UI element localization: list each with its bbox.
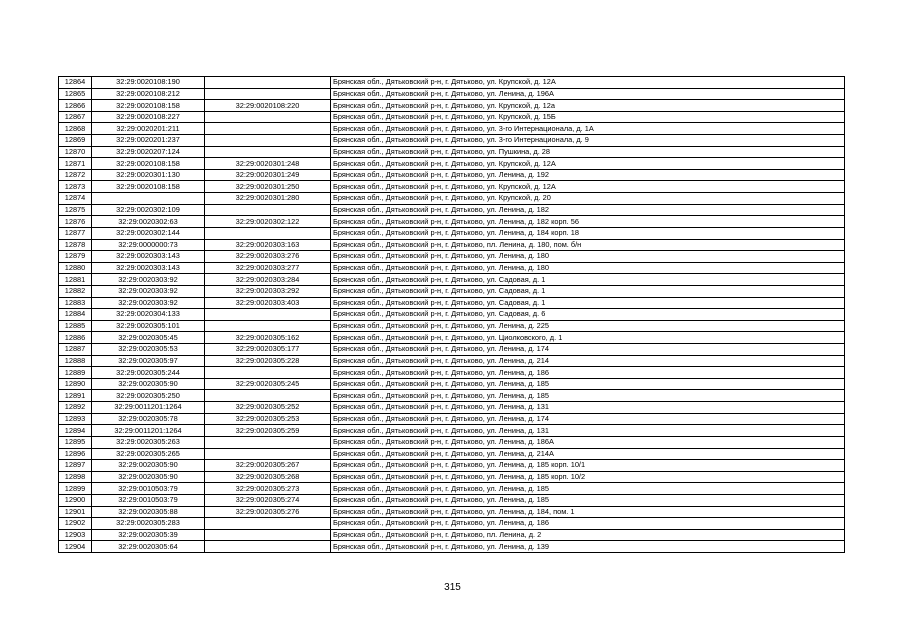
table-row (59, 251, 845, 263)
table-row (59, 239, 845, 251)
cadastral-number-cell: 32:29:0020305:283 (92, 518, 205, 530)
related-cadastral-number-cell (205, 123, 331, 135)
row-number-cell: 12881 (59, 274, 92, 286)
table-row (59, 227, 845, 239)
row-number-cell: 12879 (59, 251, 92, 263)
address-cell: Брянская обл., Дятьковский р-н, г. Дятьково, ул. Садовая, д. 1 (331, 274, 845, 286)
row-number-cell: 12884 (59, 309, 92, 321)
related-cadastral-number-cell (205, 88, 331, 100)
row-number-cell: 12868 (59, 123, 92, 135)
row-number-cell: 12896 (59, 448, 92, 460)
row-number-cell: 12894 (59, 425, 92, 437)
related-cadastral-number-cell (205, 518, 331, 530)
row-number-cell: 12897 (59, 460, 92, 472)
address-cell: Брянская обл., Дятьковский р-н, г. Дятьково, ул. Ленина, д. 131 (331, 425, 845, 437)
row-number-cell: 12898 (59, 471, 92, 483)
related-cadastral-number-cell: 32:29:0020305:228 (205, 355, 331, 367)
row-number-cell: 12880 (59, 262, 92, 274)
table-row (59, 169, 845, 181)
cadastral-number-cell: 32:29:0020305:78 (92, 413, 205, 425)
related-cadastral-number-cell (205, 309, 331, 321)
table-row (59, 436, 845, 448)
row-number-cell: 12903 (59, 529, 92, 541)
address-cell: Брянская обл., Дятьковский р-н, г. Дятьково, ул. Ленина, д. 214 (331, 355, 845, 367)
row-number-cell: 12872 (59, 169, 92, 181)
address-cell: Брянская обл., Дятьковский р-н, г. Дятьково, ул. Крупской, д. 15Б (331, 111, 845, 123)
row-number-cell: 12882 (59, 285, 92, 297)
address-cell: Брянская обл., Дятьковский р-н, г. Дятьково, пл. Ленина, д. 2 (331, 529, 845, 541)
address-cell: Брянская обл., Дятьковский р-н, г. Дятьково, ул. Крупской, д. 12А (331, 77, 845, 89)
related-cadastral-number-cell: 32:29:0020305:259 (205, 425, 331, 437)
row-number-cell: 12901 (59, 506, 92, 518)
table-row (59, 274, 845, 286)
row-number-cell: 12885 (59, 320, 92, 332)
cadastral-number-cell: 32:29:0020302:109 (92, 204, 205, 216)
related-cadastral-number-cell (205, 367, 331, 379)
address-cell: Брянская обл., Дятьковский р-н, г. Дятьково, ул. Ленина, д. 174 (331, 413, 845, 425)
table-row (59, 378, 845, 390)
related-cadastral-number-cell: 32:29:0020303:292 (205, 285, 331, 297)
related-cadastral-number-cell: 32:29:0020305:268 (205, 471, 331, 483)
cadastral-table (58, 76, 845, 553)
row-number-cell: 12864 (59, 77, 92, 89)
address-cell: Брянская обл., Дятьковский р-н, г. Дятьково, ул. Пушкина, д. 28 (331, 146, 845, 158)
related-cadastral-number-cell: 32:29:0020301:280 (205, 193, 331, 205)
row-number-cell: 12866 (59, 100, 92, 112)
cadastral-number-cell: 32:29:0020305:265 (92, 448, 205, 460)
table-row (59, 344, 845, 356)
cadastral-number-cell: 32:29:0020304:133 (92, 309, 205, 321)
address-cell: Брянская обл., Дятьковский р-н, г. Дятьково, ул. Ленина, д. 185 корп. 10/1 (331, 460, 845, 472)
table-row (59, 88, 845, 100)
cadastral-number-cell: 32:29:0020305:244 (92, 367, 205, 379)
address-cell: Брянская обл., Дятьковский р-н, г. Дятьково, ул. Ленина, д. 186 (331, 367, 845, 379)
cadastral-number-cell: 32:29:0020305:97 (92, 355, 205, 367)
table-row (59, 146, 845, 158)
cadastral-number-cell: 32:29:0020302:144 (92, 227, 205, 239)
table-row (59, 262, 845, 274)
row-number-cell: 12887 (59, 344, 92, 356)
table-row (59, 193, 845, 205)
cadastral-number-cell: 32:29:0020201:237 (92, 135, 205, 147)
table-row (59, 355, 845, 367)
row-number-cell: 12902 (59, 518, 92, 530)
related-cadastral-number-cell: 32:29:0020303:277 (205, 262, 331, 274)
address-cell: Брянская обл., Дятьковский р-н, г. Дятьково, ул. Крупской, д. 12А (331, 181, 845, 193)
table-row (59, 448, 845, 460)
row-number-cell: 12871 (59, 158, 92, 170)
related-cadastral-number-cell (205, 529, 331, 541)
table-row (59, 367, 845, 379)
address-cell: Брянская обл., Дятьковский р-н, г. Дятьково, ул. Ленина, д. 185 корп. 10/2 (331, 471, 845, 483)
table-row (59, 471, 845, 483)
address-cell: Брянская обл., Дятьковский р-н, г. Дятьково, ул. 3-го Интернационала, д. 9 (331, 135, 845, 147)
table-row (59, 135, 845, 147)
related-cadastral-number-cell (205, 111, 331, 123)
row-number-cell: 12890 (59, 378, 92, 390)
related-cadastral-number-cell: 32:29:0020305:245 (205, 378, 331, 390)
row-number-cell: 12876 (59, 216, 92, 228)
related-cadastral-number-cell (205, 227, 331, 239)
address-cell: Брянская обл., Дятьковский р-н, г. Дятьково, пл. Ленина, д. 180, пом. б/н (331, 239, 845, 251)
table-row (59, 158, 845, 170)
related-cadastral-number-cell: 32:29:0020305:276 (205, 506, 331, 518)
related-cadastral-number-cell: 32:29:0020303:276 (205, 251, 331, 263)
address-cell: Брянская обл., Дятьковский р-н, г. Дятьково, ул. Ленина, д. 182 (331, 204, 845, 216)
table-row (59, 529, 845, 541)
row-number-cell: 12873 (59, 181, 92, 193)
table-row (59, 285, 845, 297)
row-number-cell: 12867 (59, 111, 92, 123)
cadastral-number-cell: 32:29:0020305:88 (92, 506, 205, 518)
related-cadastral-number-cell (205, 135, 331, 147)
cadastral-number-cell: 32:29:0020303:143 (92, 262, 205, 274)
cadastral-number-cell: 32:29:0020207:124 (92, 146, 205, 158)
row-number-cell: 12899 (59, 483, 92, 495)
row-number-cell: 12875 (59, 204, 92, 216)
address-cell: Брянская обл., Дятьковский р-н, г. Дятьково, ул. Ленина, д. 182 корп. 56 (331, 216, 845, 228)
cadastral-number-cell: 32:29:0000000:73 (92, 239, 205, 251)
row-number-cell: 12878 (59, 239, 92, 251)
table-row (59, 123, 845, 135)
row-number-cell: 12869 (59, 135, 92, 147)
row-number-cell: 12877 (59, 227, 92, 239)
table-row (59, 111, 845, 123)
table-row (59, 309, 845, 321)
address-cell: Брянская обл., Дятьковский р-н, г. Дятьково, ул. Ленина, д. 185 (331, 494, 845, 506)
row-number-cell: 12891 (59, 390, 92, 402)
row-number-cell: 12883 (59, 297, 92, 309)
cadastral-number-cell: 32:29:0020305:101 (92, 320, 205, 332)
table-row (59, 100, 845, 112)
related-cadastral-number-cell (205, 390, 331, 402)
related-cadastral-number-cell (205, 320, 331, 332)
related-cadastral-number-cell: 32:29:0020305:274 (205, 494, 331, 506)
cadastral-number-cell: 32:29:0020108:158 (92, 181, 205, 193)
table-row (59, 402, 845, 414)
cadastral-table-body (59, 77, 845, 553)
address-cell: Брянская обл., Дятьковский р-н, г. Дятьково, ул. Ленина, д. 186 (331, 518, 845, 530)
table-row (59, 460, 845, 472)
address-cell: Брянская обл., Дятьковский р-н, г. Дятьково, ул. Крупской, д. 12А (331, 158, 845, 170)
related-cadastral-number-cell: 32:29:0020302:122 (205, 216, 331, 228)
table-row (59, 518, 845, 530)
row-number-cell: 12874 (59, 193, 92, 205)
related-cadastral-number-cell: 32:29:0020301:250 (205, 181, 331, 193)
table-row (59, 425, 845, 437)
related-cadastral-number-cell: 32:29:0020108:220 (205, 100, 331, 112)
row-number-cell: 12886 (59, 332, 92, 344)
cadastral-number-cell: 32:29:0020302:63 (92, 216, 205, 228)
address-cell: Брянская обл., Дятьковский р-н, г. Дятьково, ул. Ленина, д. 185 (331, 378, 845, 390)
cadastral-number-cell: 32:29:0010503:79 (92, 483, 205, 495)
address-cell: Брянская обл., Дятьковский р-н, г. Дятьково, ул. Ленина, д. 225 (331, 320, 845, 332)
address-cell: Брянская обл., Дятьковский р-н, г. Дятьково, ул. Ленина, д. 139 (331, 541, 845, 553)
cadastral-number-cell: 32:29:0020303:92 (92, 274, 205, 286)
related-cadastral-number-cell (205, 77, 331, 89)
address-cell: Брянская обл., Дятьковский р-н, г. Дятьково, ул. Ленина, д. 184 корп. 18 (331, 227, 845, 239)
cadastral-number-cell: 32:29:0020305:53 (92, 344, 205, 356)
address-cell: Брянская обл., Дятьковский р-н, г. Дятьково, ул. Крупской, д. 20 (331, 193, 845, 205)
cadastral-number-cell: 32:29:0020305:45 (92, 332, 205, 344)
table-row (59, 181, 845, 193)
related-cadastral-number-cell: 32:29:0020305:177 (205, 344, 331, 356)
address-cell: Брянская обл., Дятьковский р-н, г. Дятьково, ул. Циолковского, д. 1 (331, 332, 845, 344)
table-row (59, 77, 845, 89)
page-number: 315 (444, 582, 461, 593)
cadastral-number-cell: 32:29:0020303:92 (92, 285, 205, 297)
address-cell: Брянская обл., Дятьковский р-н, г. Дятьково, ул. Крупской, д. 12а (331, 100, 845, 112)
cadastral-number-cell: 32:29:0011201:1264 (92, 402, 205, 414)
related-cadastral-number-cell: 32:29:0020301:249 (205, 169, 331, 181)
cadastral-number-cell (92, 193, 205, 205)
table-row (59, 494, 845, 506)
cadastral-number-cell: 32:29:0020305:64 (92, 541, 205, 553)
address-cell: Брянская обл., Дятьковский р-н, г. Дятьково, ул. Ленина, д. 184, пом. 1 (331, 506, 845, 518)
related-cadastral-number-cell: 32:29:0020305:273 (205, 483, 331, 495)
table-row (59, 216, 845, 228)
related-cadastral-number-cell: 32:29:0020305:253 (205, 413, 331, 425)
table-row (59, 332, 845, 344)
table-row (59, 506, 845, 518)
related-cadastral-number-cell: 32:29:0020305:162 (205, 332, 331, 344)
table-row (59, 483, 845, 495)
related-cadastral-number-cell (205, 436, 331, 448)
cadastral-number-cell: 32:29:0020305:90 (92, 460, 205, 472)
address-cell: Брянская обл., Дятьковский р-н, г. Дятьково, ул. Ленина, д. 196А (331, 88, 845, 100)
table-row (59, 390, 845, 402)
cadastral-number-cell: 32:29:0020201:211 (92, 123, 205, 135)
row-number-cell: 12865 (59, 88, 92, 100)
table-row (59, 297, 845, 309)
cadastral-number-cell: 32:29:0020305:39 (92, 529, 205, 541)
address-cell: Брянская обл., Дятьковский р-н, г. Дятьково, ул. Ленина, д. 214А (331, 448, 845, 460)
address-cell: Брянская обл., Дятьковский р-н, г. Дятьково, ул. Ленина, д. 185 (331, 390, 845, 402)
cadastral-number-cell: 32:29:0020108:158 (92, 158, 205, 170)
related-cadastral-number-cell: 32:29:0020301:248 (205, 158, 331, 170)
related-cadastral-number-cell: 32:29:0020303:403 (205, 297, 331, 309)
table-row (59, 320, 845, 332)
table-row (59, 204, 845, 216)
address-cell: Брянская обл., Дятьковский р-н, г. Дятьково, ул. Ленина, д. 180 (331, 251, 845, 263)
cadastral-number-cell: 32:29:0020108:227 (92, 111, 205, 123)
related-cadastral-number-cell: 32:29:0020305:252 (205, 402, 331, 414)
related-cadastral-number-cell (205, 541, 331, 553)
address-cell: Брянская обл., Дятьковский р-н, г. Дятьково, ул. Садовая, д. 1 (331, 285, 845, 297)
address-cell: Брянская обл., Дятьковский р-н, г. Дятьково, ул. Ленина, д. 185 (331, 483, 845, 495)
address-cell: Брянская обл., Дятьковский р-н, г. Дятьково, ул. Ленина, д. 131 (331, 402, 845, 414)
address-cell: Брянская обл., Дятьковский р-н, г. Дятьково, ул. Садовая, д. 1 (331, 297, 845, 309)
table-row (59, 541, 845, 553)
address-cell: Брянская обл., Дятьковский р-н, г. Дятьково, ул. Ленина, д. 186А (331, 436, 845, 448)
row-number-cell: 12893 (59, 413, 92, 425)
cadastral-number-cell: 32:29:0020305:263 (92, 436, 205, 448)
address-cell: Брянская обл., Дятьковский р-н, г. Дятьково, ул. Ленина, д. 180 (331, 262, 845, 274)
row-number-cell: 12892 (59, 402, 92, 414)
cadastral-number-cell: 32:29:0020305:90 (92, 471, 205, 483)
row-number-cell: 12888 (59, 355, 92, 367)
cadastral-number-cell: 32:29:0020303:92 (92, 297, 205, 309)
cadastral-number-cell: 32:29:0020108:190 (92, 77, 205, 89)
cadastral-number-cell: 32:29:0020305:90 (92, 378, 205, 390)
row-number-cell: 12870 (59, 146, 92, 158)
cadastral-number-cell: 32:29:0011201:1264 (92, 425, 205, 437)
row-number-cell: 12900 (59, 494, 92, 506)
address-cell: Брянская обл., Дятьковский р-н, г. Дятьково, ул. Ленина, д. 174 (331, 344, 845, 356)
cadastral-number-cell: 32:29:0020108:158 (92, 100, 205, 112)
row-number-cell: 12904 (59, 541, 92, 553)
cadastral-number-cell: 32:29:0020108:212 (92, 88, 205, 100)
related-cadastral-number-cell: 32:29:0020303:163 (205, 239, 331, 251)
address-cell: Брянская обл., Дятьковский р-н, г. Дятьково, ул. 3-го Интернационала, д. 1А (331, 123, 845, 135)
related-cadastral-number-cell: 32:29:0020303:284 (205, 274, 331, 286)
related-cadastral-number-cell (205, 204, 331, 216)
cadastral-number-cell: 32:29:0020301:130 (92, 169, 205, 181)
row-number-cell: 12889 (59, 367, 92, 379)
related-cadastral-number-cell: 32:29:0020305:267 (205, 460, 331, 472)
related-cadastral-number-cell (205, 146, 331, 158)
related-cadastral-number-cell (205, 448, 331, 460)
address-cell: Брянская обл., Дятьковский р-н, г. Дятьково, ул. Садовая, д. 6 (331, 309, 845, 321)
address-cell: Брянская обл., Дятьковский р-н, г. Дятьково, ул. Ленина, д. 192 (331, 169, 845, 181)
cadastral-number-cell: 32:29:0020305:250 (92, 390, 205, 402)
row-number-cell: 12895 (59, 436, 92, 448)
cadastral-number-cell: 32:29:0020303:143 (92, 251, 205, 263)
cadastral-number-cell: 32:29:0010503:79 (92, 494, 205, 506)
table-row (59, 413, 845, 425)
